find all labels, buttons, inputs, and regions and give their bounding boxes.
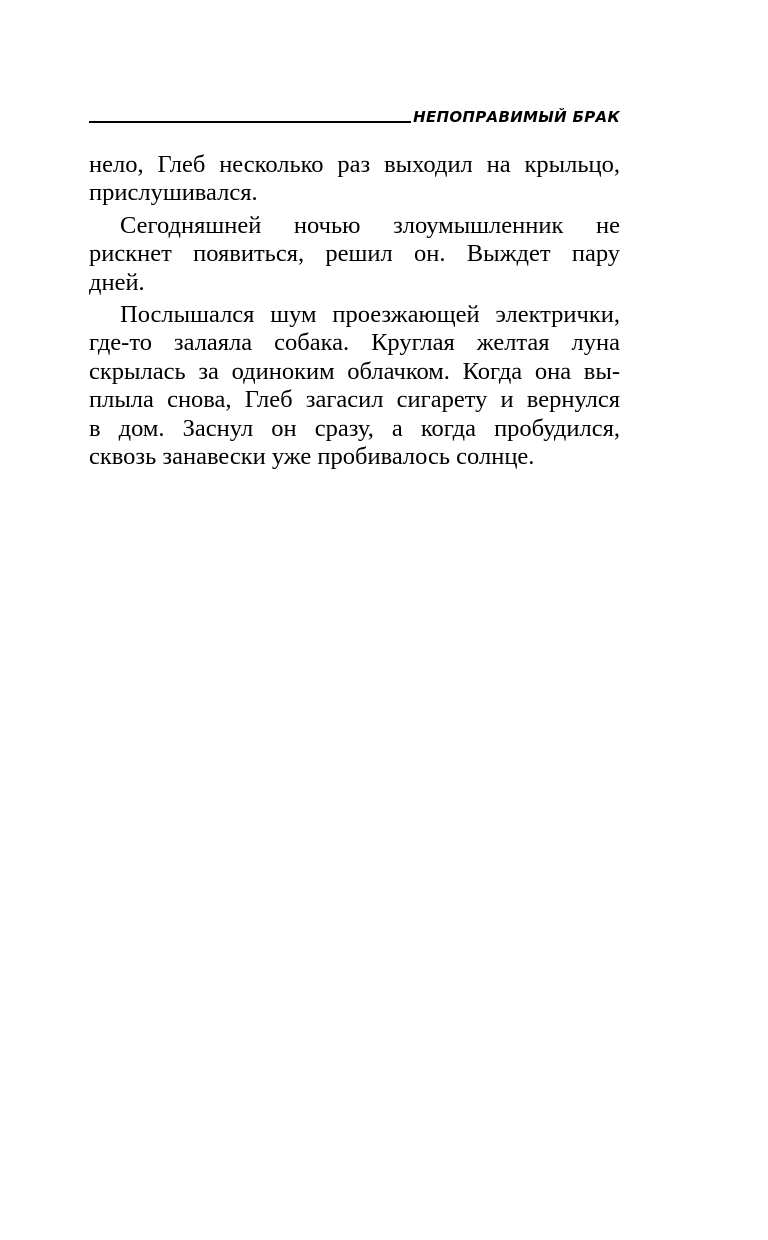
text-line: Послышался шум проезжающей электрички, (120, 301, 620, 329)
text-line: в дом. Заснул он сразу, а когда пробудился, (89, 414, 620, 442)
text-line: сквозь занавески уже пробивалось солнце. (89, 443, 535, 471)
text-body (89, 151, 620, 475)
paragraph-3 (89, 301, 620, 471)
text-line: скрылась за одиноким облачком. Когда она вы- (89, 357, 620, 385)
text-line: Сегодняшней ночью злоумышленник не (120, 211, 620, 239)
text-line: прислушивался. (89, 179, 258, 207)
text-line: нело, Глеб несколько раз выходил на крыльцо, (89, 151, 620, 178)
text-line: дней. (89, 268, 145, 296)
running-head (89, 104, 620, 126)
running-head-rule (89, 121, 411, 123)
paragraph-2 (89, 212, 620, 297)
text-line: где-то залаяла собака. Круглая желтая луна (89, 329, 620, 357)
paragraph-1 (89, 151, 620, 208)
text-line: рискнет появиться, решил он. Выждет пару (89, 240, 620, 268)
text-line: плыла снова, Глеб загасил сигарету и вернулся (89, 386, 620, 414)
running-head-title: НЕПОПРАВИМЫЙ БРАК (413, 108, 620, 126)
